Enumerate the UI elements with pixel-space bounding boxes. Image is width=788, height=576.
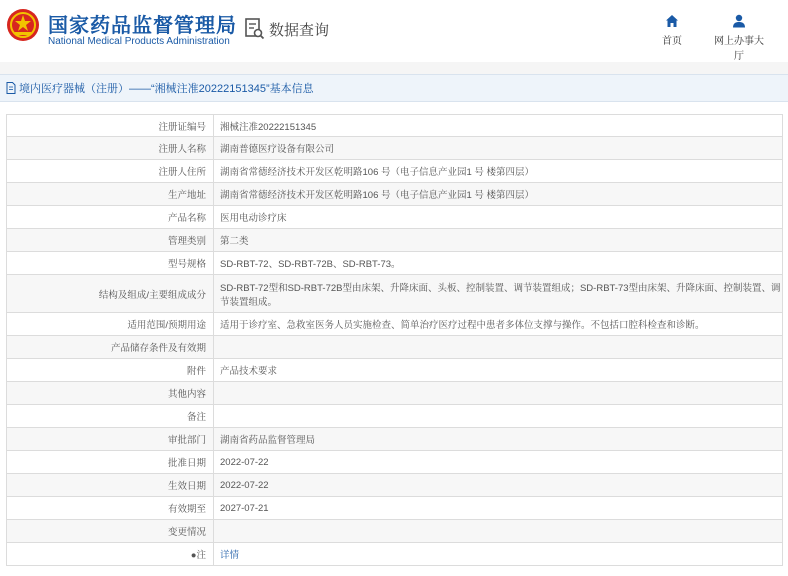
field-label: 变更情况 [7, 520, 214, 543]
field-label: 有效期至 [7, 497, 214, 520]
field-value: 第二类 [214, 229, 783, 252]
site-title-en[interactable]: National Medical Products Administration [48, 36, 230, 47]
field-label: 注册人名称 [7, 137, 214, 160]
document-search-icon [245, 18, 265, 40]
table-row [7, 474, 783, 497]
table-row [7, 115, 783, 137]
nav-online-hall[interactable] [710, 14, 768, 62]
field-value: 湖南省常德经济技术开发区乾明路106 号（电子信息产业园1 号 楼第四层） [214, 160, 783, 183]
table-row [7, 336, 783, 359]
field-value: SD-RBT-72、SD-RBT-72B、SD-RBT-73。 [214, 252, 783, 275]
table-row [7, 275, 783, 313]
table-row [7, 451, 783, 474]
nav-home-label: 首页 [662, 36, 682, 47]
table-row [7, 229, 783, 252]
header-divider [0, 62, 788, 74]
field-value: 适用于诊疗室、急救室医务人员实施检查、简单治疗医疗过程中患者多体位支撑与操作。不包括口腔科检查和诊断。 [214, 313, 783, 336]
table-row [7, 497, 783, 520]
field-label: 注册证编号 [7, 115, 214, 137]
site-header [0, 0, 788, 62]
field-value: 产品技术要求 [214, 359, 783, 382]
field-label: 管理类别 [7, 229, 214, 252]
field-label: 型号规格 [7, 252, 214, 275]
table-row [7, 206, 783, 229]
field-value: 2022-07-22 [214, 474, 783, 497]
field-label: 生产地址 [7, 183, 214, 206]
field-label: 批准日期 [7, 451, 214, 474]
nav-home[interactable] [660, 14, 684, 47]
field-value: SD-RBT-72型和SD-RBT-72B型由床架、升降床面、头板、控制装置、调节装置组成；SD-RBT-73型由床架、升降床面、控制装置、调节装置组成。 [214, 275, 783, 313]
field-value: 医用电动诊疗床 [214, 206, 783, 229]
field-value: 湖南省常德经济技术开发区乾明路106 号（电子信息产业园1 号 楼第四层） [214, 183, 783, 206]
document-icon [6, 82, 16, 94]
field-value: 湘械注准20222151345 [214, 115, 783, 137]
section-title-bar [0, 74, 788, 102]
table-row [7, 252, 783, 275]
data-query-label: 数据查询 [269, 21, 330, 39]
table-row [7, 160, 783, 183]
table-row [7, 520, 783, 543]
home-icon [665, 14, 679, 28]
field-value [214, 405, 783, 428]
field-label: ●注 [7, 543, 214, 566]
field-label: 适用范围/预期用途 [7, 313, 214, 336]
site-title-cn[interactable]: 国家药品监督管理局 [48, 15, 237, 37]
data-query-link[interactable] [245, 18, 329, 40]
table-row [7, 405, 783, 428]
info-table-container [6, 114, 783, 566]
table-row [7, 183, 783, 206]
field-value: 湖南普德医疗设备有限公司 [214, 137, 783, 160]
field-label: 审批部门 [7, 428, 214, 451]
field-label: 注册人住所 [7, 160, 214, 183]
field-label: 产品储存条件及有效期 [7, 336, 214, 359]
field-value: 湖南省药品监督管理局 [214, 428, 783, 451]
field-value [214, 382, 783, 405]
info-table [6, 114, 783, 566]
field-label: 结构及组成/主要组成成分 [7, 275, 214, 313]
field-value [214, 543, 783, 566]
details-link[interactable]: 详情 [220, 550, 240, 561]
section-title: 境内医疗器械（注册）——“湘械注准20222151345”基本信息 [19, 83, 314, 95]
table-row [7, 543, 783, 566]
field-label: 附件 [7, 359, 214, 382]
table-row [7, 382, 783, 405]
field-label: 生效日期 [7, 474, 214, 497]
field-value: 2022-07-22 [214, 451, 783, 474]
field-value [214, 520, 783, 543]
user-icon [732, 14, 746, 28]
field-value [214, 336, 783, 359]
field-label: 产品名称 [7, 206, 214, 229]
table-row [7, 313, 783, 336]
field-label: 备注 [7, 405, 214, 428]
table-row [7, 137, 783, 160]
table-row [7, 359, 783, 382]
nav-hall-label: 网上办事大厅 [714, 36, 764, 62]
national-emblem-icon [6, 8, 40, 42]
table-row [7, 428, 783, 451]
field-value: 2027-07-21 [214, 497, 783, 520]
field-label: 其他内容 [7, 382, 214, 405]
